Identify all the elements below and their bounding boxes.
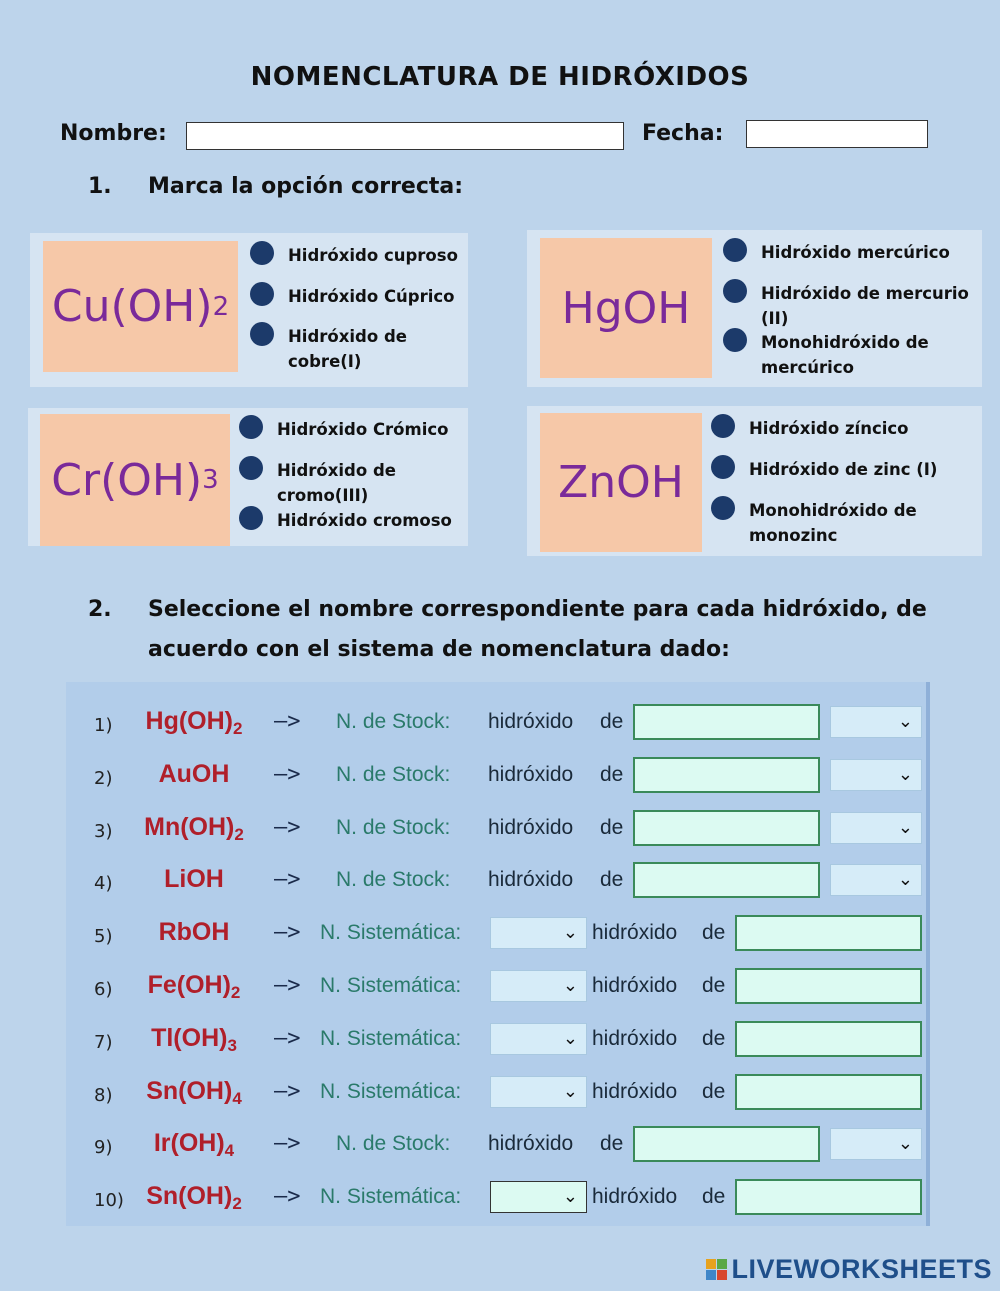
radio-button[interactable] bbox=[250, 322, 274, 346]
name-input[interactable] bbox=[186, 122, 624, 150]
row-number: 5) bbox=[94, 926, 113, 948]
liveworksheets-logo bbox=[706, 1254, 992, 1285]
prefix-select[interactable] bbox=[490, 1181, 587, 1213]
logo-text: LIVEWORKSHEETS bbox=[731, 1254, 992, 1284]
option-3[interactable] bbox=[723, 330, 943, 380]
radio-button[interactable] bbox=[250, 282, 274, 306]
option-1[interactable] bbox=[723, 240, 950, 265]
option-3[interactable] bbox=[711, 498, 931, 548]
valence-select[interactable] bbox=[830, 812, 922, 844]
chevron-down-icon: ⌄ bbox=[897, 869, 913, 891]
answer-input[interactable] bbox=[633, 757, 820, 793]
option-2[interactable] bbox=[711, 457, 937, 482]
row-number: 1) bbox=[94, 715, 113, 736]
de-label: de bbox=[702, 974, 726, 997]
row-formula bbox=[132, 1129, 256, 1161]
formula-text: Ir(OH) bbox=[153, 1129, 225, 1158]
formula-text: HgOH bbox=[561, 282, 691, 334]
quiz-card-1 bbox=[30, 233, 468, 387]
option-2[interactable] bbox=[723, 281, 973, 331]
chevron-down-icon: ⌄ bbox=[562, 922, 578, 944]
system-label: N. de Stock: bbox=[336, 815, 451, 839]
answer-input[interactable] bbox=[633, 704, 820, 740]
option-label: Hidróxido de cobre(I) bbox=[288, 327, 407, 371]
valence-select[interactable] bbox=[830, 759, 922, 791]
question-2-number: 2. bbox=[88, 597, 112, 622]
question-2-line-1: Seleccione el nombre correspondiente para cada hidróxido, de bbox=[148, 597, 927, 622]
chevron-down-icon: ⌄ bbox=[897, 1133, 913, 1155]
question-2-text bbox=[148, 590, 948, 670]
formula-box bbox=[540, 238, 712, 378]
formula-text: AuOH bbox=[158, 759, 230, 788]
formula-text: RbOH bbox=[158, 918, 230, 947]
answer-input[interactable] bbox=[735, 1179, 922, 1215]
formula-subscript: 3 bbox=[202, 465, 219, 495]
answer-input[interactable] bbox=[633, 1126, 820, 1162]
formula-text: LiOH bbox=[164, 865, 224, 894]
radio-button[interactable] bbox=[723, 328, 747, 352]
hidroxido-label: hidróxido bbox=[592, 921, 678, 945]
answer-input[interactable] bbox=[735, 968, 922, 1004]
prefix-select[interactable] bbox=[490, 1076, 587, 1108]
de-label: de bbox=[600, 1132, 624, 1156]
option-2[interactable] bbox=[239, 458, 419, 508]
prefix-select[interactable] bbox=[490, 970, 587, 1002]
formula-text: ZnOH bbox=[558, 457, 684, 508]
arrow: –> bbox=[274, 1025, 301, 1051]
exercise-row bbox=[66, 965, 930, 1018]
exercise-row bbox=[66, 1018, 930, 1071]
radio-button[interactable] bbox=[711, 455, 735, 479]
option-label: Hidróxido zíncico bbox=[749, 419, 909, 438]
question-1-text: Marca la opción correcta: bbox=[148, 174, 464, 199]
prefix-select[interactable] bbox=[490, 917, 587, 949]
option-1[interactable] bbox=[711, 416, 909, 441]
option-label: Hidróxido cromoso bbox=[277, 511, 452, 530]
system-label: N. de Stock: bbox=[336, 710, 451, 733]
system-label: N. de Stock: bbox=[336, 1132, 451, 1156]
system-label: N. Sistemática: bbox=[320, 1079, 462, 1103]
formula-text: Mn(OH) bbox=[144, 812, 235, 841]
hidroxido-label: hidróxido bbox=[592, 1079, 678, 1103]
formula-text: Sn(OH) bbox=[146, 1076, 233, 1105]
formula-text: Hg(OH) bbox=[145, 707, 233, 735]
logo-icon bbox=[706, 1259, 727, 1280]
formula-subscript: 4 bbox=[224, 1141, 235, 1161]
exercise-panel bbox=[66, 682, 930, 1226]
option-label: Hidróxido de cromo(III) bbox=[277, 461, 396, 505]
question-1-number: 1. bbox=[88, 174, 112, 199]
hidroxido-label: hidróxido bbox=[488, 1132, 574, 1156]
formula-box bbox=[43, 241, 238, 372]
radio-button[interactable] bbox=[711, 414, 735, 438]
answer-input[interactable] bbox=[735, 915, 922, 951]
exercise-row bbox=[66, 1123, 930, 1176]
date-label: Fecha: bbox=[642, 121, 724, 146]
exercise-row bbox=[66, 754, 930, 807]
system-label: N. Sistemática: bbox=[320, 1185, 462, 1209]
option-1[interactable] bbox=[250, 243, 458, 268]
de-label: de bbox=[702, 1185, 726, 1209]
system-label: N. de Stock: bbox=[336, 762, 451, 786]
valence-select[interactable] bbox=[830, 1128, 922, 1160]
exercise-row bbox=[66, 1176, 930, 1229]
chevron-down-icon: ⌄ bbox=[897, 816, 913, 838]
row-formula bbox=[132, 1182, 256, 1214]
de-label: de bbox=[600, 762, 624, 786]
answer-input[interactable] bbox=[735, 1021, 922, 1057]
quiz-card-4 bbox=[527, 406, 982, 556]
prefix-select[interactable] bbox=[490, 1023, 587, 1055]
row-number: 7) bbox=[94, 1031, 113, 1053]
option-1[interactable] bbox=[239, 417, 449, 442]
radio-button[interactable] bbox=[711, 496, 735, 520]
date-input[interactable] bbox=[746, 120, 928, 148]
name-label: Nombre: bbox=[60, 121, 167, 146]
option-label: Monohidróxido de mercúrico bbox=[761, 333, 929, 377]
hidroxido-label: hidróxido bbox=[488, 710, 574, 733]
formula-subscript: 4 bbox=[232, 1088, 242, 1108]
quiz-card-2 bbox=[527, 230, 982, 387]
radio-button[interactable] bbox=[239, 506, 263, 530]
row-formula bbox=[132, 760, 256, 792]
valence-select[interactable] bbox=[830, 864, 922, 896]
exercise-row bbox=[66, 807, 930, 860]
chevron-down-icon: ⌄ bbox=[897, 763, 913, 785]
option-label: Hidróxido mercúrico bbox=[761, 243, 950, 262]
radio-button[interactable] bbox=[723, 279, 747, 303]
exercise-row bbox=[66, 912, 930, 965]
formula-subscript: 3 bbox=[227, 1035, 237, 1055]
row-number: 9) bbox=[94, 1137, 113, 1159]
formula-text: Tl(OH) bbox=[151, 1023, 228, 1052]
option-label: Hidróxido Crómico bbox=[277, 420, 449, 439]
de-label: de bbox=[702, 921, 726, 945]
answer-input[interactable] bbox=[633, 810, 820, 846]
radio-button[interactable] bbox=[250, 241, 274, 265]
row-number: 8) bbox=[94, 1084, 113, 1106]
arrow: –> bbox=[274, 920, 301, 946]
arrow: –> bbox=[274, 814, 301, 840]
exercise-row bbox=[66, 859, 930, 912]
arrow: –> bbox=[274, 709, 301, 734]
formula-text: Cr(OH) bbox=[51, 454, 203, 506]
formula-text: Sn(OH) bbox=[146, 1182, 233, 1211]
hidroxido-label: hidróxido bbox=[488, 762, 574, 786]
quiz-card-3 bbox=[28, 408, 468, 546]
system-label: N. de Stock: bbox=[336, 868, 451, 892]
hidroxido-label: hidróxido bbox=[592, 1185, 678, 1209]
de-label: de bbox=[600, 868, 624, 892]
hidroxido-label: hidróxido bbox=[592, 1026, 678, 1050]
arrow: –> bbox=[274, 973, 301, 998]
arrow: –> bbox=[274, 867, 301, 893]
row-formula bbox=[132, 918, 256, 950]
row-number: 6) bbox=[94, 979, 113, 1000]
chevron-down-icon: ⌄ bbox=[562, 975, 578, 996]
row-formula bbox=[132, 707, 256, 739]
option-label: Monohidróxido de monozinc bbox=[749, 501, 917, 545]
radio-button[interactable] bbox=[723, 238, 747, 262]
hidroxido-label: hidróxido bbox=[488, 868, 574, 892]
question-2-line-2: acuerdo con el sistema de nomenclatura dado: bbox=[148, 637, 730, 662]
chevron-down-icon: ⌄ bbox=[562, 1186, 578, 1208]
chevron-down-icon: ⌄ bbox=[562, 1027, 578, 1049]
de-label: de bbox=[600, 815, 624, 839]
radio-button[interactable] bbox=[239, 456, 263, 480]
answer-input[interactable] bbox=[633, 862, 820, 898]
option-label: Hidróxido de zinc (I) bbox=[749, 460, 938, 479]
de-label: de bbox=[600, 710, 624, 733]
system-label: N. Sistemática: bbox=[320, 1026, 462, 1050]
option-label: Hidróxido de mercurio (II) bbox=[761, 284, 969, 328]
arrow: –> bbox=[274, 1184, 301, 1210]
option-label: Hidróxido Cúprico bbox=[288, 287, 455, 306]
formula-text: Fe(OH) bbox=[147, 971, 231, 999]
page-title: NOMENCLATURA DE HIDRÓXIDOS bbox=[250, 62, 750, 92]
option-3[interactable] bbox=[239, 508, 452, 533]
row-formula bbox=[132, 971, 256, 1003]
row-formula bbox=[132, 813, 256, 845]
arrow: –> bbox=[274, 1078, 301, 1104]
option-3[interactable] bbox=[250, 324, 450, 374]
exercise-row bbox=[66, 701, 930, 754]
option-2[interactable] bbox=[250, 284, 455, 309]
row-number: 4) bbox=[94, 873, 113, 895]
exercise-row bbox=[66, 1071, 930, 1124]
system-label: N. Sistemática: bbox=[320, 974, 462, 997]
formula-subscript: 2 bbox=[234, 824, 244, 844]
radio-button[interactable] bbox=[239, 415, 263, 439]
arrow: –> bbox=[274, 1131, 301, 1157]
chevron-down-icon: ⌄ bbox=[897, 711, 913, 732]
hidroxido-label: hidróxido bbox=[592, 974, 678, 997]
formula-text: Cu(OH) bbox=[51, 281, 213, 332]
row-formula bbox=[132, 865, 256, 897]
de-label: de bbox=[702, 1026, 726, 1050]
de-label: de bbox=[702, 1079, 726, 1103]
row-formula bbox=[132, 1077, 256, 1109]
row-number: 10) bbox=[94, 1190, 124, 1212]
formula-subscript: 2 bbox=[212, 291, 230, 322]
answer-input[interactable] bbox=[735, 1074, 922, 1110]
formula-subscript: 2 bbox=[230, 983, 241, 1002]
formula-box bbox=[540, 413, 702, 552]
formula-subscript: 2 bbox=[232, 1194, 242, 1214]
valence-select[interactable] bbox=[830, 706, 922, 738]
hidroxido-label: hidróxido bbox=[488, 815, 574, 839]
arrow: –> bbox=[274, 761, 301, 787]
formula-box bbox=[40, 414, 230, 546]
system-label: N. Sistemática: bbox=[320, 921, 462, 945]
option-label: Hidróxido cuproso bbox=[288, 246, 458, 265]
row-formula bbox=[132, 1024, 256, 1056]
row-number: 3) bbox=[94, 820, 113, 842]
chevron-down-icon: ⌄ bbox=[562, 1080, 578, 1102]
formula-subscript: 2 bbox=[233, 719, 243, 738]
row-number: 2) bbox=[94, 767, 113, 789]
